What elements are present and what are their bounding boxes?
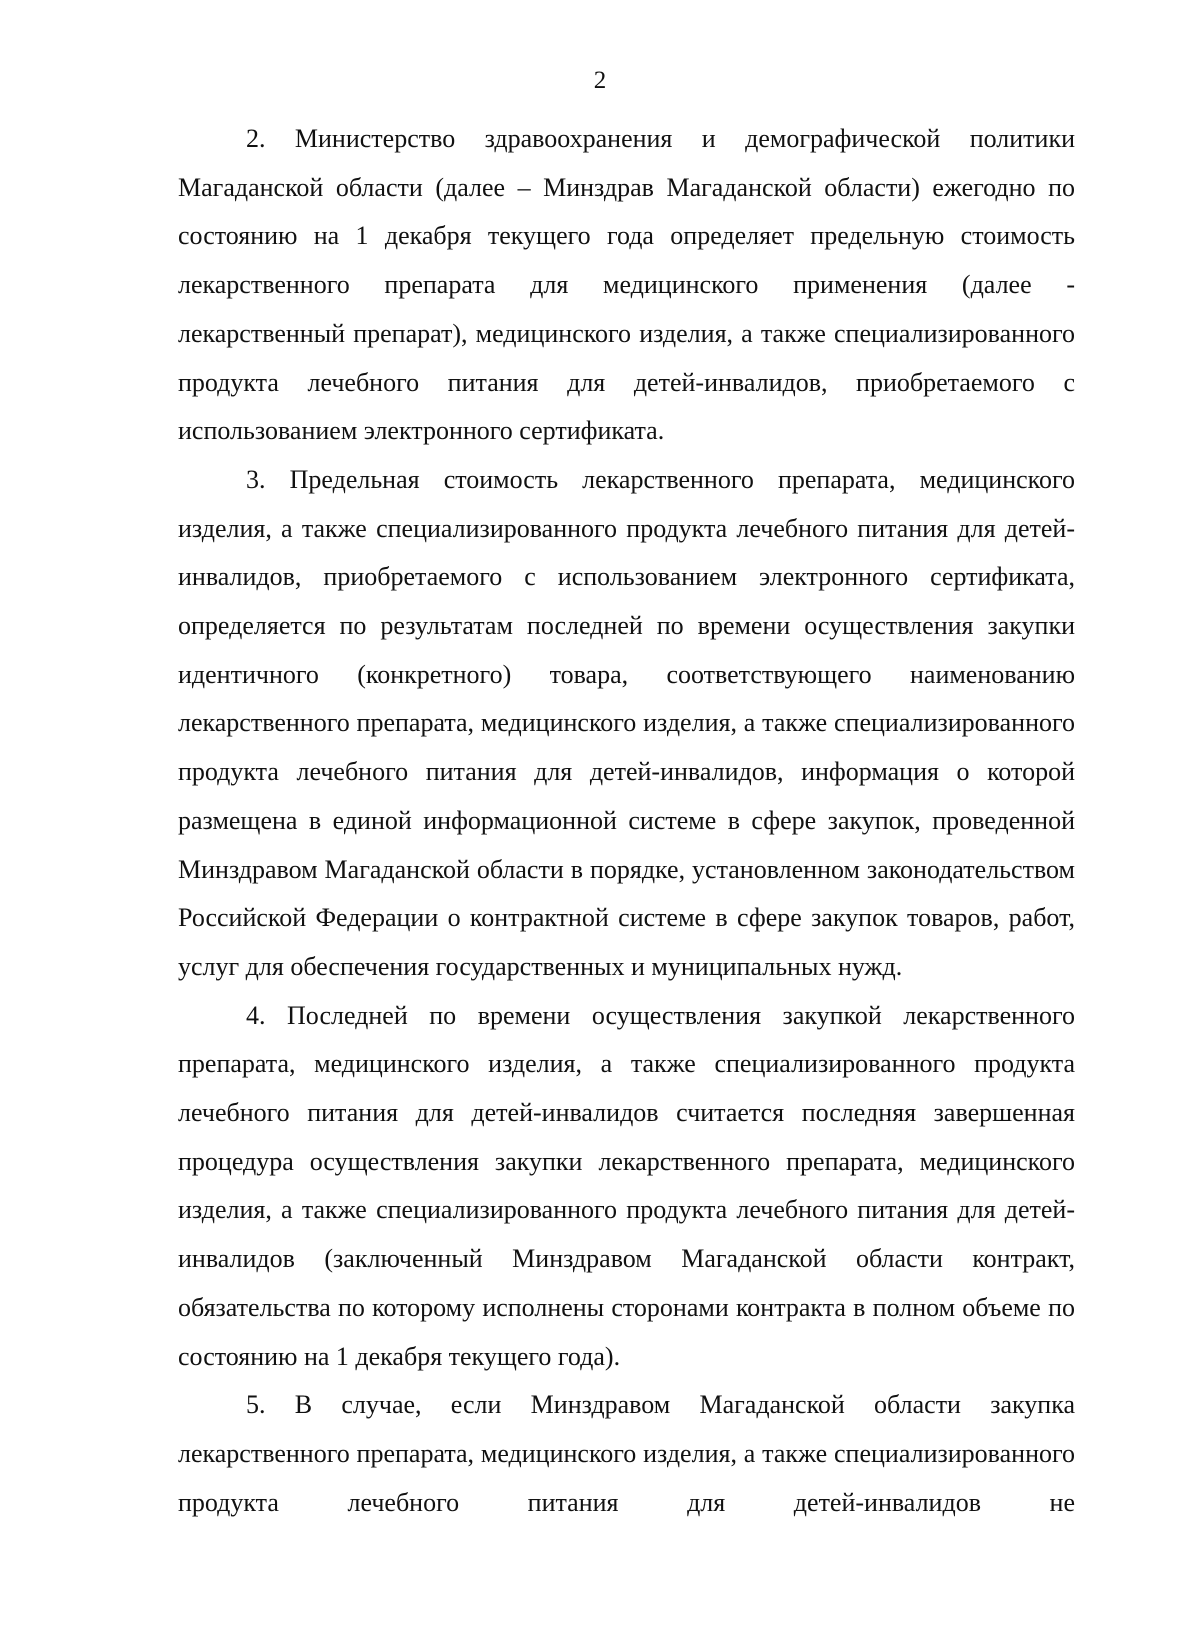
paragraph-4: 4. Последней по времени осуществления закупкой лекарственного препарата, медицинского изделия, а также специализированного продукта лечебного питания для детей-инвалидов считается последняя завершенная процедура осуществления закупки лекарственного препарата, медицинского изделия, а также специализированного продукта лечебного питания для детей-инвалидов (заключенный Минздравом Магаданской области контракт, обязательства по которому исполнены сторонами контракта в полном объеме по состоянию на 1 декабря текущего года). (178, 1000, 1075, 1371)
document-body (178, 115, 1075, 1527)
page-number: 2 (593, 67, 607, 94)
paragraph-5: 5. В случае, если Минздравом Магаданской области закупка лекарственного препарата, медицинского изделия, а также специализированного продукта лечебного питания для детей-инвалидов не (178, 1390, 1075, 1517)
paragraph-2: 2. Министерство здравоохранения и демографической политики Магаданской области (далее – Минздрав Магаданской области) ежегодно по состоянию на 1 декабря текущего года определяет предельную стоимость лекарственного препарата для медицинского применения (далее - лекарственный препарат), медицинского изделия, а также специализированного продукта лечебного питания для детей-инвалидов, приобретаемого с использованием электронного сертификата. (178, 124, 1075, 446)
paragraph-3: 3. Предельная стоимость лекарственного препарата, медицинского изделия, а также специализированного продукта лечебного питания для детей-инвалидов, приобретаемого с использованием электронного сертификата, определяется по результатам последней по времени осуществления закупки идентичного (конкретного) товара, соответствующего наименованию лекарственного препарата, медицинского изделия, а также специализированного продукта лечебного питания для детей-инвалидов, информация о которой размещена в единой информационной системе в сфере закупок, проведенной Минздравом Магаданской области в порядке, установленном законодательством Российской Федерации о контрактной системе в сфере закупок товаров, работ, услуг для обеспечения государственных и муниципальных нужд. (178, 464, 1075, 981)
